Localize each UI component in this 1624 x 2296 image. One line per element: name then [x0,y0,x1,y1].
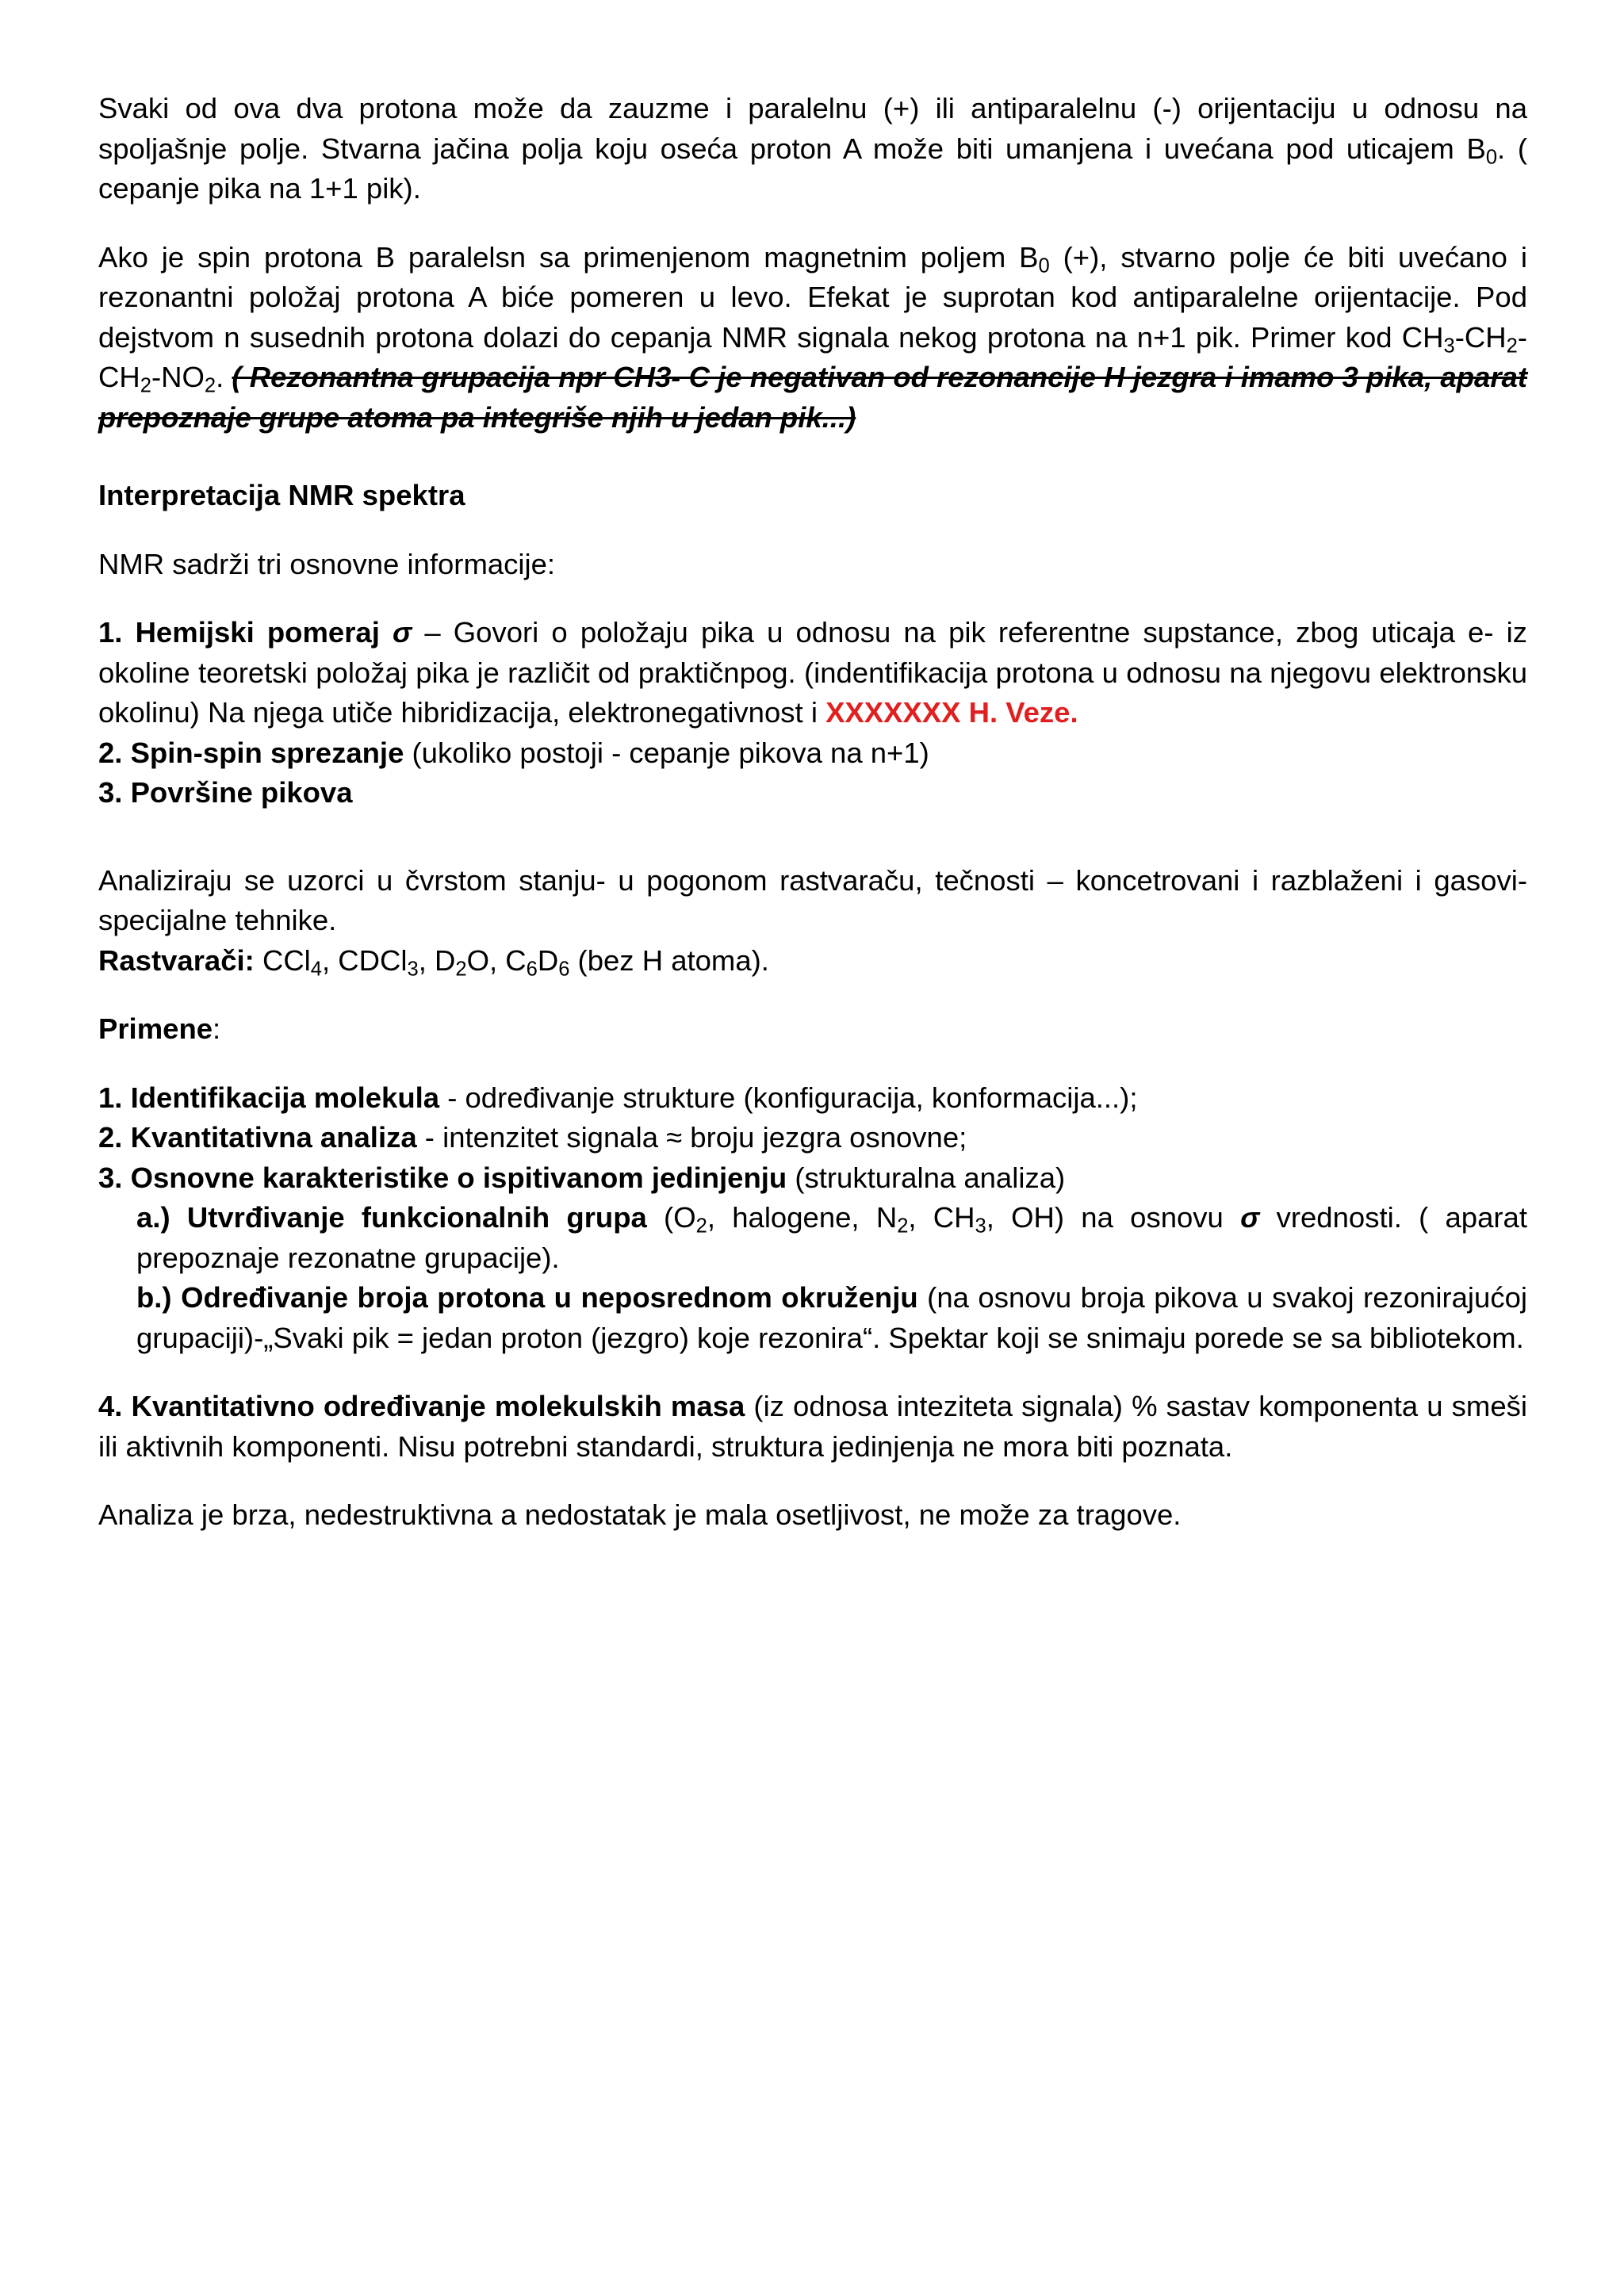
info-item-peak-areas: 3. Površine pikova [98,776,353,809]
section-heading: Interpretacija NMR spektra [98,479,465,511]
applications-heading: Primene: [98,1012,221,1045]
sigma-symbol: σ [1240,1201,1260,1234]
sigma-symbol: σ [392,616,412,649]
app-item-molecular-mass: 4. Kvantitativno određivanje molekulskih masa (iz odnosa inteziteta signala) % sastav komponenta u smeši ili aktivnih komponenti. Nisu potrebni standardi, struktura jedinjenja ne mora biti poznata. [98,1390,1527,1463]
strikethrough-note: ( Rezonantna grupacija npr CH3- C je negativan od rezonancije H jezgra i imamo 3 pika, aparat prepoznaje grupe atoma pa integriše njih u jedan pik...) [98,361,1527,434]
intro-text: NMR sadrži tri osnovne informacije: [98,547,556,580]
paragraph-spin-coupling: Ako je spin protona B paralelsn sa primenjenom magnetnim poljem $B_0$ (+), stvarno polje će biti uvećano i rezonantni položaj protona A biće pomeren u levo. Efekat je suprotan kod antiparalelne orijentacije. Pod dejstvom n susednih protona dolazi do cepanja NMR signala nekog protona na n+1 pik. Primer kod $CH_3-CH_2-CH_2-NO_2$. ( Rezonantna grupacija npr CH3- C je negativan od rezonancije H jezgra i imamo 3 pika, aparat prepoznaje grupe atoma pa integriše njih u jedan pik...) [98,240,1527,434]
info-list [98,613,1527,813]
solvents-line: Rastvarači: CCl$_4$, CDCl$_3$, $D_2O$, $C_6D_6$ (bez H atoma). [98,943,769,980]
samples-paragraph: Analiziraju se uzorci u čvrstom stanju- u pogonom rastvaraču, tečnosti – koncetrovani i razblaženi i gasovi-specijalne tehnike. [98,863,1527,936]
info-item-spin-spin: 2. Spin-spin sprezanje (ukoliko postoji - cepanje pikova na n+1) [98,736,929,769]
app-item-quantitative: 2. Kvantitativna analiza - intenzitet signala ≈ broju jezgra osnovne; [98,1121,967,1154]
applications-list [98,1078,1527,1359]
paragraph-proton-orientation: Svaki od ova dva protona može da zauzme i paralelnu (+) ili antiparalelnu (-) orijentaciju u odnosu na spoljašnje polje. Stvarna jačina polja koju oseća proton A može biti umanjena i uvećana pod uticajem $B_0$. ( cepanje pika na 1+1 pik). [98,92,1527,205]
highlight-red-text: XXXXXXX H. Veze. [825,696,1078,729]
sub-item-proton-count: b.) Određivanje broja protona u neposrednom okruženju (na osnovu broja pikova u svakoj rezonirajućoj grupaciji)-„Svaki pik = jedan proton (jezgro) koje rezonira“. Spektar koji se snimaju porede se sa bibliotekom. [136,1281,1527,1354]
document-body [98,89,1527,1536]
app-item-characteristics: 3. Osnovne karakteristike o ispitivanom jedinjenju (strukturalna analiza) [98,1161,1066,1194]
closing-paragraph: Analiza je brza, nedestruktivna a nedostatak je mala osetljivost, ne može za tragove. [98,1498,1182,1531]
info-item-chemical-shift: 1. Hemijski pomeraj σ – Govori o položaju pika u odnosu na pik referentne supstance, zbog uticaja e- iz okoline teoretski položaj pika je različit od praktičnpog. (indentifikacija protona u odnosu na njegovu elektronsku okolinu) Na njega utiče hibridizacija, elektronegativnost i XXXXXXX H. Veze. [98,616,1527,729]
app-item-identification: 1. Identifikacija molekula - određivanje strukture (konfiguracija, konformacija...); [98,1081,1138,1114]
sub-item-functional-groups: a.) Utvrđivanje funkcionalnih grupa ($O_2$, halogene, $N_2$, $CH_3$, OH) na osnovu σ vrednosti. ( aparat prepoznaje rezonatne grupacije). [136,1201,1527,1274]
